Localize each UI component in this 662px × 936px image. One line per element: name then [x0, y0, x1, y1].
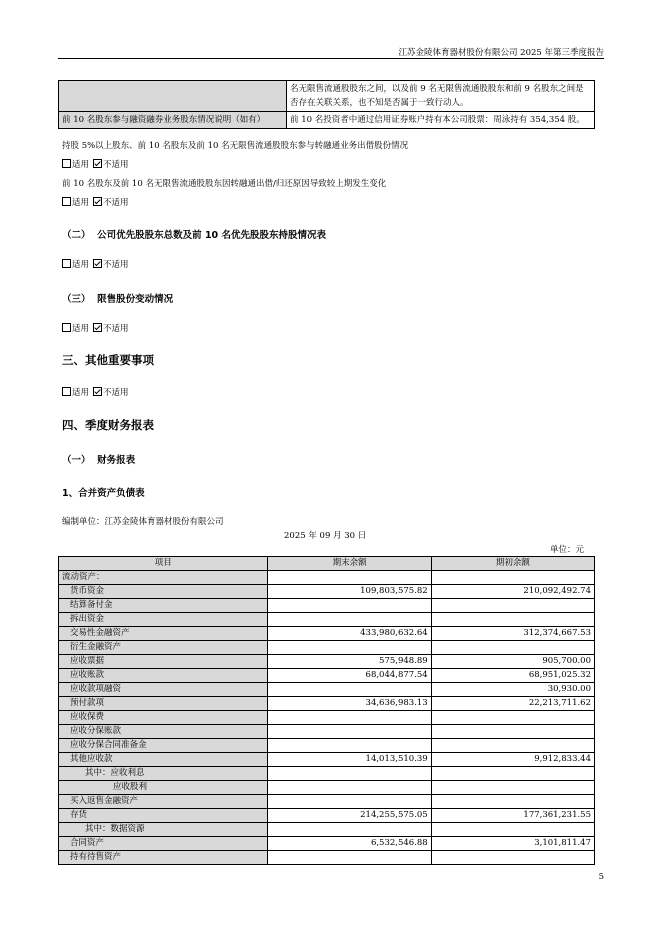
period-end-balance: 575,948.89 — [268, 655, 431, 669]
period-end-balance — [268, 711, 431, 725]
table-row — [59, 711, 595, 725]
unchecked-box-icon — [62, 323, 71, 332]
period-begin-balance: 177,361,231.55 — [431, 809, 594, 823]
lending-paragraph: 持股 5%以上股东、前 10 名股东及前 10 名无限售流通股股东参与转融通业务出借股份情况 — [62, 141, 409, 151]
margin-trading-text: 前 10 名投资者中通过信用证券账户持有本公司股票：周泳持有 354,354 股。 — [287, 112, 595, 129]
line-item-label: 结算备付金 — [59, 599, 268, 613]
line-item-label: 应收分保合同准备金 — [59, 739, 268, 753]
table-row — [59, 725, 595, 739]
applicable-label: 适用 — [72, 198, 90, 208]
line-item-label: 合同资产 — [59, 837, 268, 851]
unchecked-box-icon — [62, 259, 71, 268]
period-begin-balance: 9,912,833.44 — [431, 753, 594, 767]
table-row — [59, 837, 595, 851]
table-row — [59, 683, 595, 697]
table-row — [59, 795, 595, 809]
table-row — [59, 809, 595, 823]
balance-sheet-body — [59, 571, 595, 865]
table-row — [59, 627, 595, 641]
period-begin-balance — [431, 711, 594, 725]
section-number: （三） — [62, 294, 91, 305]
section-number: （二） — [62, 230, 91, 241]
period-begin-balance — [431, 571, 594, 585]
table-header-row — [59, 557, 595, 571]
applicable-label: 适用 — [72, 160, 90, 170]
section-heading-preferred — [62, 227, 326, 241]
line-item-label: 衍生金融资产 — [59, 641, 268, 655]
unchecked-box-icon — [62, 197, 71, 206]
period-begin-balance — [431, 823, 594, 837]
report-date: 2025 年 09 月 30 日 — [284, 531, 367, 541]
section-title: 公司优先股股东总数及前 10 名优先股股东持股情况表 — [97, 230, 326, 241]
line-item-label: 应收账款 — [59, 669, 268, 683]
subsection-heading-financial-reports — [62, 452, 135, 466]
period-end-balance — [268, 795, 431, 809]
period-end-balance: 34,636,983.13 — [268, 697, 431, 711]
line-item-label: 买入返售金融资产 — [59, 795, 268, 809]
period-begin-balance: 68,951,025.32 — [431, 669, 594, 683]
line-item-label: 货币资金 — [59, 585, 268, 599]
change-paragraph: 前 10 名股东及前 10 名无限售流通股股东因转融通出借/归还原因导致较上期发生变化 — [62, 179, 387, 189]
line-item-label: 拆出资金 — [59, 613, 268, 627]
section-title: 财务报表 — [97, 455, 136, 466]
table-row — [59, 571, 595, 585]
checkbox-line-4 — [62, 322, 129, 334]
period-begin-balance: 22,213,711.62 — [431, 697, 594, 711]
period-begin-balance — [431, 739, 594, 753]
line-item-label: 持有待售资产 — [59, 851, 268, 865]
checkbox-line-5 — [62, 386, 129, 398]
period-end-balance: 214,255,575.05 — [268, 809, 431, 823]
period-begin-balance — [431, 767, 594, 781]
unchecked-box-icon — [62, 159, 71, 168]
column-header: 期初余额 — [431, 557, 594, 571]
table-row — [59, 641, 595, 655]
page-number: 5 — [598, 872, 604, 882]
report-header: 江苏金陵体育器材股份有限公司 2025 年第三季度报告 — [398, 48, 604, 58]
checked-box-icon — [93, 323, 102, 332]
margin-trading-label: 前 10 名股东参与融资融券业务股东情况说明（如有） — [59, 112, 287, 129]
main-heading-financial-statements: 四、季度财务报表 — [62, 418, 154, 432]
period-end-balance — [268, 739, 431, 753]
not-applicable-label: 不适用 — [103, 260, 129, 270]
table-row — [59, 112, 595, 129]
period-end-balance: 109,803,575.82 — [268, 585, 431, 599]
line-item-label: 其他应收款 — [59, 753, 268, 767]
applicable-label: 适用 — [72, 260, 90, 270]
period-begin-balance: 3,101,811.47 — [431, 837, 594, 851]
not-applicable-label: 不适用 — [103, 388, 129, 398]
period-begin-balance — [431, 851, 594, 865]
period-begin-balance — [431, 725, 594, 739]
applicable-label: 适用 — [72, 388, 90, 398]
checked-box-icon — [93, 197, 102, 206]
line-item-label: 其中：数据资源 — [59, 823, 268, 837]
table-row — [59, 613, 595, 627]
line-item-label: 应收分保账款 — [59, 725, 268, 739]
table-row — [59, 851, 595, 865]
period-begin-balance — [431, 613, 594, 627]
checkbox-line-2 — [62, 196, 129, 208]
checkbox-line-1 — [62, 158, 129, 170]
period-end-balance: 14,013,510.39 — [268, 753, 431, 767]
line-item-label: 交易性金融资产 — [59, 627, 268, 641]
table-cell-empty — [59, 81, 287, 112]
section-number: （一） — [62, 455, 91, 466]
section-title: 限售股份变动情况 — [97, 294, 174, 305]
column-header: 期末余额 — [268, 557, 431, 571]
table-row — [59, 697, 595, 711]
period-begin-balance: 905,700.00 — [431, 655, 594, 669]
checkbox-line-3 — [62, 258, 129, 270]
line-item-label: 流动资产： — [59, 571, 268, 585]
checked-box-icon — [93, 159, 102, 168]
line-item-label: 应收保费 — [59, 711, 268, 725]
period-end-balance — [268, 599, 431, 613]
line-item-label: 应收款项融资 — [59, 683, 268, 697]
table-row — [59, 739, 595, 753]
not-applicable-label: 不适用 — [103, 324, 129, 334]
period-begin-balance: 30,930.00 — [431, 683, 594, 697]
compiler-line: 编制单位：江苏金陵体育器材股份有限公司 — [62, 517, 224, 527]
period-end-balance: 433,980,632.64 — [268, 627, 431, 641]
table-row — [59, 669, 595, 683]
applicable-label: 适用 — [72, 324, 90, 334]
period-end-balance — [268, 683, 431, 697]
balance-sheet-heading: 1、合并资产负债表 — [62, 488, 145, 499]
period-end-balance — [268, 823, 431, 837]
period-begin-balance — [431, 795, 594, 809]
balance-sheet-table — [58, 556, 595, 865]
table-row — [59, 823, 595, 837]
period-begin-balance: 210,092,492.74 — [431, 585, 594, 599]
main-heading-other-matters: 三、其他重要事项 — [62, 353, 154, 367]
table-row — [59, 81, 595, 112]
line-item-label: 预付款项 — [59, 697, 268, 711]
header-rule — [58, 58, 604, 59]
period-end-balance: 6,532,546.88 — [268, 837, 431, 851]
period-end-balance — [268, 781, 431, 795]
relation-text: 名无限售流通股股东之间，以及前 9 名无限售流通股股东和前 9 名股东之间是否存在关联关系，也不知是否属于一致行动人。 — [287, 81, 595, 112]
unchecked-box-icon — [62, 387, 71, 396]
line-item-label: 其中：应收利息 — [59, 767, 268, 781]
checked-box-icon — [93, 259, 102, 268]
table-row — [59, 781, 595, 795]
period-begin-balance — [431, 781, 594, 795]
checked-box-icon — [93, 387, 102, 396]
table-row — [59, 585, 595, 599]
table-row — [59, 767, 595, 781]
table-row — [59, 655, 595, 669]
period-end-balance: 68,044,877.54 — [268, 669, 431, 683]
period-end-balance — [268, 767, 431, 781]
not-applicable-label: 不适用 — [103, 160, 129, 170]
line-item-label: 应收股利 — [59, 781, 268, 795]
period-begin-balance — [431, 641, 594, 655]
shareholder-relation-table — [58, 80, 595, 129]
column-header: 项目 — [59, 557, 268, 571]
period-end-balance — [268, 571, 431, 585]
section-heading-restricted — [62, 291, 173, 305]
period-end-balance — [268, 641, 431, 655]
period-end-balance — [268, 613, 431, 627]
currency-unit: 单位：元 — [550, 545, 585, 555]
period-end-balance — [268, 851, 431, 865]
line-item-label: 存货 — [59, 809, 268, 823]
line-item-label: 应收票据 — [59, 655, 268, 669]
not-applicable-label: 不适用 — [103, 198, 129, 208]
table-row — [59, 599, 595, 613]
period-begin-balance — [431, 599, 594, 613]
period-begin-balance: 312,374,667.53 — [431, 627, 594, 641]
table-row — [59, 753, 595, 767]
period-end-balance — [268, 725, 431, 739]
